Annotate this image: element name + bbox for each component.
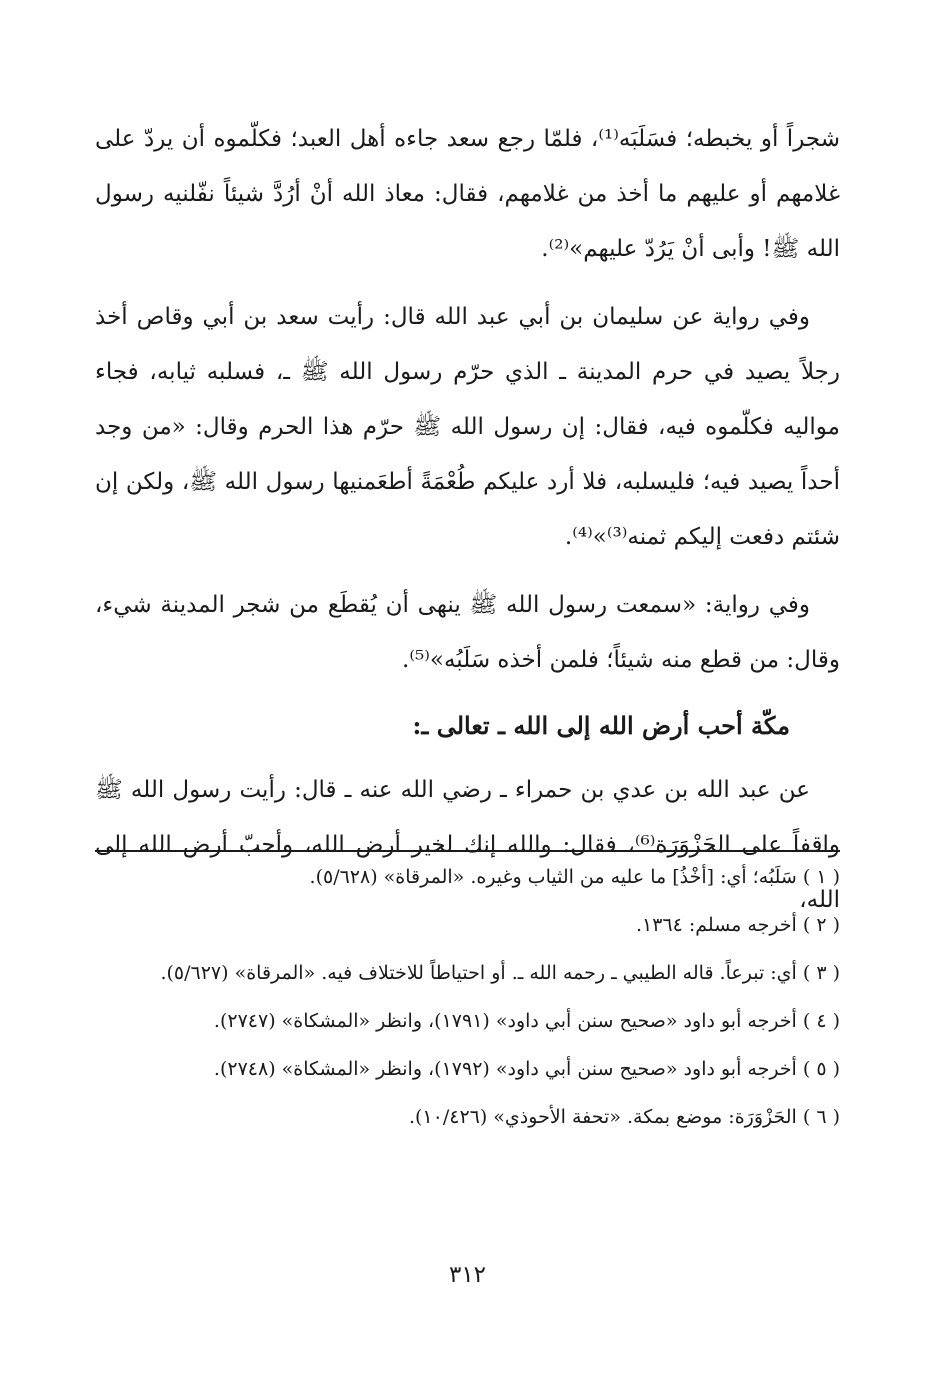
section-heading: مكّة أحب أرض الله إلى الله ـ تعالى ـ: (412, 711, 790, 740)
footnote-4: ( ٤ ) أخرجه أبو داود «صحيح سنن أبي داود» (١٧٩١)، وانظر «المشكاة» (٢٧٤٧). (213, 1010, 840, 1032)
paragraph-2: وفي رواية عن سليمان بن أبي عبد الله قال: رأيت سعد بن أبي وقاص أخذ رجلاً يصيد في حرم المدينة ـ الذي حرّم رسول الله ﷺ ـ، فسلبه ثيابه، فجاء مواليه فكلّموه فيه، فقال: إن رسول الله ﷺ حرّم هذا الحرم وقال: «من وجد أحداً يصيد فيه؛ فليسلبه، فلا أرد عليكم طُعْمَةً أطعَمنيها رسول الله ﷺ، ولكن إن شئتم دفعت إليكم ثمنه⁽³⁾»⁽⁴⁾. (95, 304, 840, 550)
footnote-5: ( ٥ ) أخرجه أبو داود «صحيح سنن أبي داود» (١٧٩٢)، وانظر «المشكاة» (٢٧٤٨). (213, 1058, 840, 1080)
paragraph-3: وفي رواية: «سمعت رسول الله ﷺ ينهى أن يُقطَع من شجر المدينة شيء، وقال: من قطع منه شيئاً؛ فلمن أخذه سَلَبُه»⁽⁵⁾. (95, 592, 840, 673)
main-text (95, 112, 840, 941)
paragraph-1: شجراً أو يخبطه؛ فسَلَبَه⁽¹⁾، فلمّا رجع سعد جاءه أهل العبد؛ فكلّموه أن يردّ على غلامهم أو عليهم ما أخذ من غلامهم، فقال: معاذ الله أنْ أرُدَّ شيئاً نفّلنيه رسول الله ﷺ! وأبى أنْ يَرُدّ عليهم»⁽²⁾. (95, 126, 841, 262)
footnote-1: ( ١ ) سَلَبُه؛ أي: [أخْذُ] ما عليه من الثياب وغيره. «المرقاة» (٥/٦٢٨). (309, 866, 840, 888)
footnote-2: ( ٢ ) أخرجه مسلم: ١٣٦٤. (635, 914, 840, 936)
footnotes (95, 858, 840, 1146)
paragraph-4: عن عبد الله بن عدي بن حمراء ـ رضي الله عنه ـ قال: رأيت رسول الله ﷺ واقفاً على الحَزْوَرَة⁽⁶⁾، فقال: والله إنك لخير أرض الله، وأحبّ أرض الله إلى الله، (95, 777, 840, 913)
footnote-6: ( ٦ ) الحَزْوَرَة: موضع بمكة. «تحفة الأحوذي» (١٠/٤٢٦). (408, 1106, 840, 1128)
footnote-separator (95, 850, 840, 852)
footnote-3: ( ٣ ) أي: تبرعاً. قاله الطيبي ـ رحمه الله ـ. أو احتياطاً للاختلاف فيه. «المرقاة» (٥/٦٢٧). (160, 962, 840, 984)
page-number: ٣١٢ (448, 1262, 487, 1288)
